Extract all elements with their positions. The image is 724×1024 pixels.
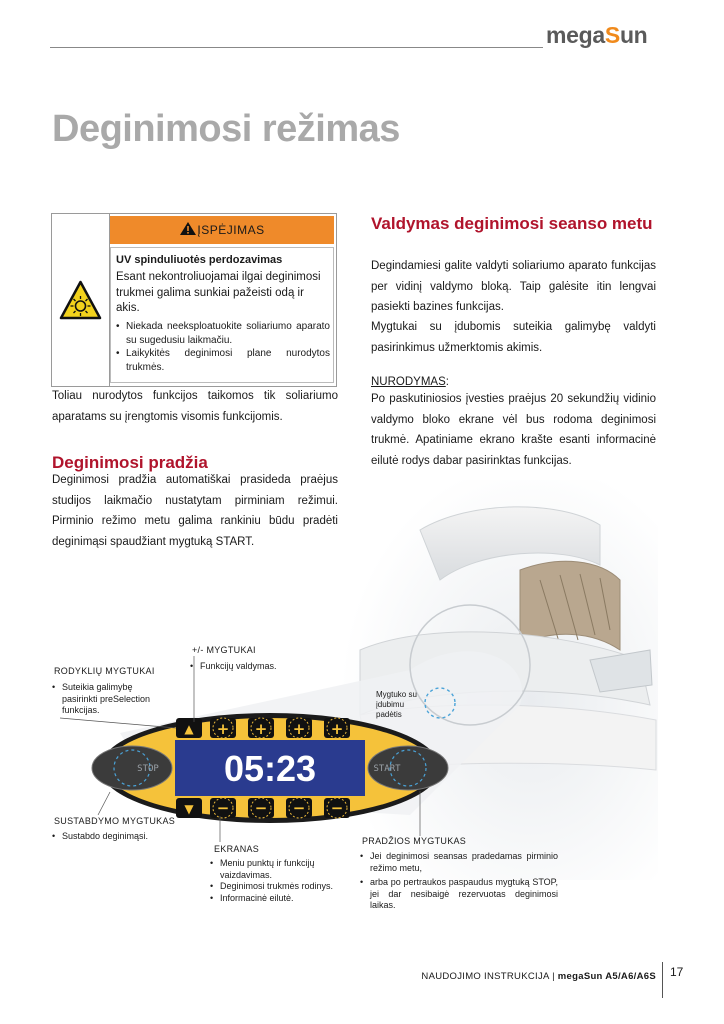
arrows-list	[52, 682, 164, 717]
start-item: • Jei deginimosi seansas pradedamas pirminio režimo metu,	[360, 851, 558, 874]
warning-bullets	[116, 320, 330, 374]
warning-bullet: • Niekada neeksploatuokite soliariumo aparato su sugedusiu laikmačiu.	[116, 320, 330, 347]
stop-button-label: STOP	[137, 764, 159, 774]
page-title: Deginimosi režimas	[52, 108, 400, 150]
solarium-illustration	[0, 470, 724, 890]
screen-list	[210, 858, 338, 904]
plus-icon: +	[330, 720, 344, 738]
screen-title: EKRANAS	[214, 844, 260, 854]
uv-radiation-icon	[52, 214, 109, 386]
warning-header-label: ĮSPĖJIMAS	[197, 223, 265, 237]
down-arrow-icon: ▼	[184, 802, 194, 816]
footer-manual: NAUDOJIMO INSTRUKCIJA	[421, 971, 550, 982]
up-arrow-icon: ▲	[184, 722, 194, 736]
minus-icon: −	[254, 799, 268, 817]
brand-logo: megaSun	[546, 22, 648, 48]
stop-item: • Sustabdo deginimąsi.	[52, 831, 192, 843]
header-rule	[50, 47, 543, 48]
warning-bullet: • Laikykitės deginimosi plane nurodytos trukmės.	[116, 347, 330, 374]
warning-box	[51, 213, 337, 387]
minus-icon: −	[330, 799, 344, 817]
start-button-label: START	[373, 764, 401, 774]
timer-display: 05:23	[223, 748, 317, 789]
dimple-label: Mygtuko su įdubimu padėtis	[376, 690, 417, 719]
note-colon: :	[445, 376, 449, 388]
footer-text	[421, 971, 656, 982]
section-title-control: Valdymas deginimosi seanso metu	[371, 214, 653, 233]
screen-item: • Informacinė eilutė.	[210, 893, 338, 905]
screen-item: • Meniu punktų ir funkcijų vaizdavimas.	[210, 858, 338, 881]
screen-item: • Deginimosi trukmės rodinys.	[210, 881, 338, 893]
page-number: 17	[670, 965, 684, 979]
plusminus-list	[190, 661, 310, 673]
plus-icon: +	[292, 720, 306, 738]
plusminus-title: +/- MYGTUKAI	[192, 645, 256, 655]
plus-icon: +	[254, 720, 268, 738]
start-list	[360, 851, 558, 912]
intro-paragraph: Toliau nurodytos funkcijos taikomos tik soliariumo aparatams su įrengtomis visomis funkcijomis.	[52, 390, 338, 423]
footer-separator: |	[552, 971, 555, 982]
warning-header	[110, 216, 334, 244]
section-body-start: Deginimosi pradžia automatiškai prasideda praėjus studijos laikmačio nustatytam pirminiam režimui. Pirminio režimo metu galima rankiniu būdu pradėti deginimąsi spaudžiant mygtuką START.	[52, 474, 338, 548]
minus-icon: −	[216, 799, 230, 817]
warning-body: Esant nekontroliuojamai ilgai deginimosi trukmei galima sunkiai pažeisti odą ir akis.	[116, 271, 321, 314]
start-item: • arba po pertraukos paspaudus mygtuką STOP, jei dar nesibaigė rezervuotas deginimosi laikas.	[360, 877, 558, 912]
footer-divider	[662, 962, 663, 998]
arrows-leader	[60, 718, 176, 728]
note-label: NURODYMAS	[371, 376, 446, 388]
warning-title: UV spinduliuotės perdozavimas	[116, 254, 283, 266]
warning-triangle-icon	[179, 221, 197, 236]
control-paragraph-2: Mygtukai su įdubomis suteikia galimybę valdyti pasirinkimus užmerktomis akimis.	[371, 321, 656, 354]
stop-title: SUSTABDYMO MYGTUKAS	[54, 816, 176, 826]
section-title-start: Deginimosi pradžia	[52, 453, 208, 472]
note-body: Po paskutiniosios įvesties praėjus 20 sekundžių vidinio valdymo bloko ekrane vėl bus rodoma deginimosi trukmė. Apatiniame ekrano krašte esanti informacinė eilutė rodys dabar pasirinktas funkcijas.	[371, 393, 656, 467]
warning-symbol-cell	[52, 214, 110, 386]
start-title: PRADŽIOS MYGTUKAS	[362, 836, 467, 846]
arrows-title: RODYKLIŲ MYGTUKAI	[54, 666, 155, 676]
arrows-item: • Suteikia galimybę pasirinkti preSelection funkcijas.	[52, 682, 164, 717]
footer-model: megaSun A5/A6/A6S	[557, 971, 656, 982]
control-paragraph-1: Degindamiesi galite valdyti soliariumo aparato funkcijas per vidinį valdymo bloką. Taip galėsite itin lengvai pasiekti bazines funkcijas.	[371, 260, 656, 313]
stop-button-shape[interactable]	[92, 746, 172, 790]
plusminus-item: • Funkcijų valdymas.	[190, 661, 310, 673]
minus-icon: −	[292, 799, 306, 817]
plus-icon: +	[216, 720, 230, 738]
stop-leader	[98, 792, 110, 815]
stop-list	[52, 831, 192, 843]
